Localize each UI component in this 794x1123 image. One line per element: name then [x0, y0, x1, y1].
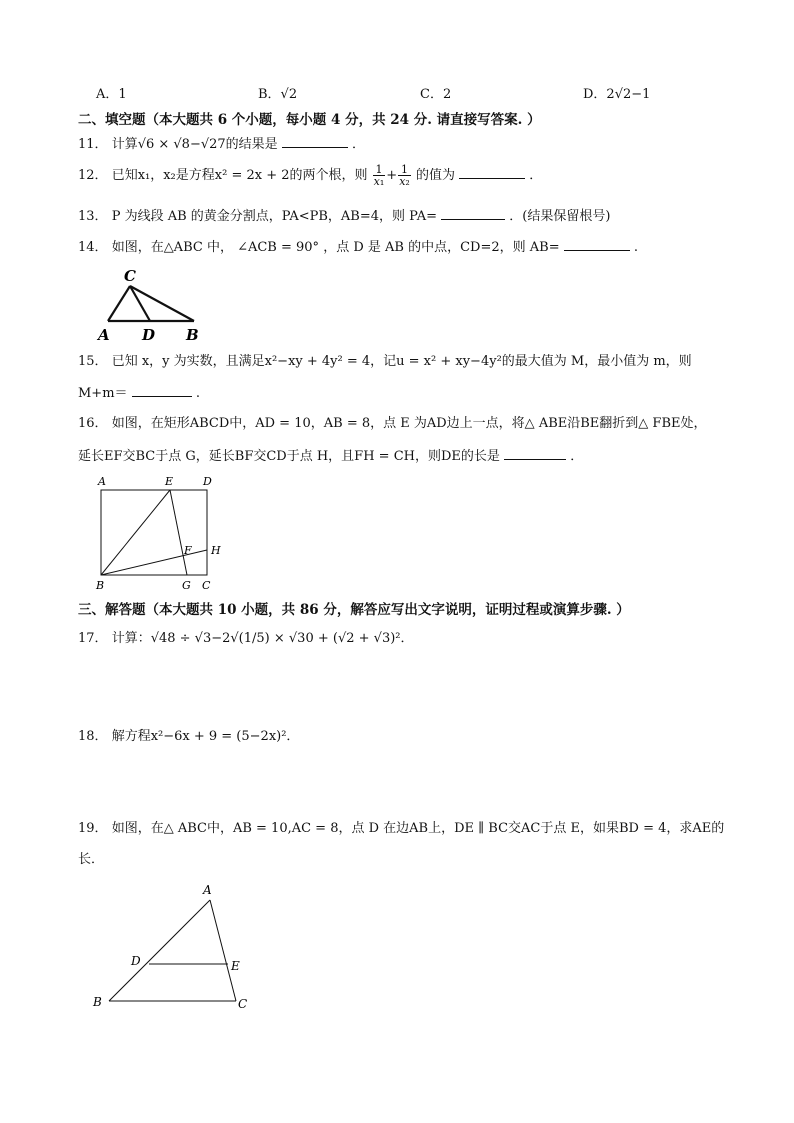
label-b: B: [93, 995, 102, 1009]
question-15-line2: [78, 384, 200, 403]
question-tail: .: [633, 240, 639, 255]
label-b: B: [96, 579, 105, 592]
question-number: 18．: [78, 729, 108, 744]
choice-d: D．2√2−1: [583, 87, 651, 102]
question-12: 12． 已知x₁，x₂是方程x² = 2x + 2的两个根，则 $\frac{1}{\text{x₁}}$ + $\frac{1}{\text{x₂}}$ 的值为 ．: [78, 163, 543, 188]
label-a: A: [98, 475, 106, 488]
question-number: 13．: [78, 209, 108, 224]
question-text-line1: 如图，在矩形ABCD中，AD = 10，AB = 8，点 E 为AD边上一点，将△ ABE沿BE翻折到△ FBE处，: [111, 416, 707, 431]
question-number: 14．: [78, 240, 108, 255]
segment-be: [101, 490, 170, 575]
question-number: 17．: [78, 631, 108, 646]
question-number: 11．: [78, 137, 108, 152]
question-13: [78, 207, 610, 226]
label-b: B: [186, 326, 199, 344]
answer-blank: [441, 207, 505, 220]
question-text-line2: 延长EF交BC于点 G，延长BF交CD于点 H，且FH = CH，则DE的长是: [78, 449, 500, 464]
question-tail: .: [195, 386, 200, 401]
label-h: H: [211, 544, 221, 557]
section-3-heading: 三、解答题（本大题共 10 小题，共 86 分，解答应写出文字说明，证明过程或演算步骤. ）: [78, 602, 630, 618]
fraction-1-over-x1: $\frac{1}{\text{x₁}}$: [373, 163, 385, 188]
label-d: D: [203, 475, 212, 488]
question-text-post: 的值为: [415, 168, 455, 183]
question-text: 计算：√48 ÷ √3−2√(1/5) × √30 + (√2 + √3)²．: [111, 631, 414, 646]
answer-blank: [282, 135, 348, 148]
question-15: [78, 353, 692, 371]
section-2-heading: 二、填空题（本大题共 6 个小题，每小题 4 分，共 24 分. 请直接写答案. ）: [78, 112, 541, 128]
choice-b: B．√2: [258, 87, 298, 102]
label-d: D: [142, 326, 156, 344]
label-c: C: [238, 997, 248, 1011]
segment-ba: [109, 900, 210, 1001]
choice-c: C．2: [420, 87, 452, 102]
question-19-line2: [78, 851, 104, 869]
question-text: P 为线段 AB 的黄金分割点，PA<PB，AB=4，则 PA=: [111, 209, 437, 224]
label-e: E: [231, 959, 240, 973]
question-17: [78, 630, 414, 648]
question-tail: ．(结果保留根号): [509, 209, 611, 224]
segment-eg: [170, 490, 187, 575]
segment-ac: [210, 900, 236, 1001]
question-number: 16．: [78, 416, 108, 431]
question-text: 如图，在△ABC 中， ∠ACB = 90° ，点 D 是 AB 的中点，CD=2，则 AB=: [111, 240, 560, 255]
answer-blank: [504, 447, 566, 460]
figure-rectangle-abcd-16: [90, 470, 230, 595]
label-a: A: [98, 326, 110, 344]
question-text: 已知x₁，x₂是方程x² = 2x + 2的两个根，则: [111, 168, 368, 183]
figure-triangle-abc-19: [88, 880, 258, 1015]
question-text: 计算√6 × √8−√27的结果是: [111, 137, 278, 152]
fraction-1-over-x2: $\frac{1}{\text{x₂}}$: [399, 163, 410, 188]
label-f: F: [184, 544, 192, 557]
label-c: C: [202, 579, 211, 592]
question-text-line1: 已知 x，y 为实数，且满足x²−xy + 4y² = 4，记u = x² + xy−4y²的最大值为 M，最小值为 m，则: [111, 354, 692, 369]
question-number: 15．: [78, 354, 108, 369]
question-tail: ．: [570, 449, 584, 464]
question-16: [78, 415, 706, 433]
question-text-line2: 长．: [78, 852, 105, 867]
question-tail: ．: [351, 137, 365, 152]
question-number: 12．: [78, 168, 108, 183]
question-11: [78, 135, 365, 154]
answer-blank: [459, 166, 525, 179]
label-g: G: [182, 579, 191, 592]
question-19: [78, 820, 724, 838]
choice-a: A．1: [96, 87, 127, 102]
label-a: A: [203, 883, 212, 897]
question-text: 解方程x²−6x + 9 = (5−2x)²．: [111, 729, 300, 744]
answer-blank: [132, 384, 192, 397]
question-number: 19．: [78, 821, 108, 836]
label-e: E: [165, 475, 174, 488]
question-text-line2: M+m＝: [78, 386, 128, 401]
segment-ac: [108, 286, 130, 321]
answer-blank: [564, 238, 630, 251]
question-16-line2: [78, 447, 583, 466]
figure-triangle-abc-14: [92, 264, 207, 344]
label-c: C: [124, 267, 136, 285]
question-tail: ．: [529, 168, 543, 183]
question-text-line1: 如图，在△ ABC中，AB = 10,AC = 8，点 D 在边AB上，DE ∥ BC交AC于点 E，如果BD = 4，求AE的: [111, 821, 725, 836]
label-d: D: [131, 954, 141, 968]
question-18: [78, 728, 299, 746]
question-14: [78, 238, 638, 257]
